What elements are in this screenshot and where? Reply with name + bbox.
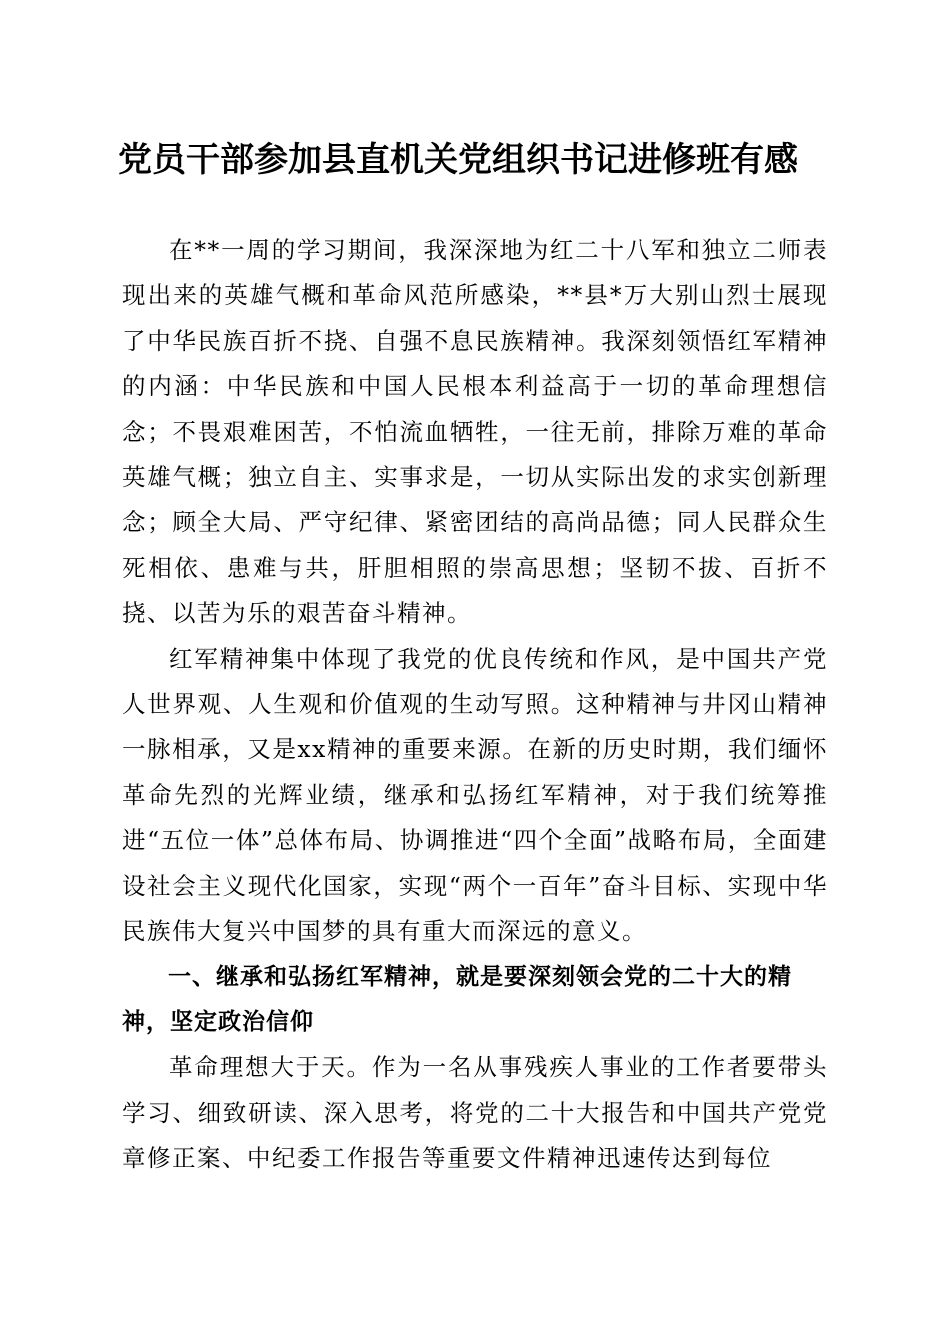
- section-heading-1: 一、继承和弘扬红军精神，就是要深刻领会党的二十大的精神，坚定政治信仰: [122, 963, 792, 1035]
- paragraph-1: 在**一周的学习期间，我深深地为红二十八军和独立二师表现出来的英雄气概和革命风范所感染，**县*万大别山烈士展现了中华民族百折不挠、自强不息民族精神。我深刻领悟红军精神的内涵：中华民族和中国人民根本利益高于一切的革命理想信念；不畏艰难困苦，不怕流血牺牲，一往无前，排除万难的革命英雄气概；独立自主、实事求是，一切从实际出发的求实创新理念；顾全大局、严守纪律、紧密团结的高尚品德；同人民群众生死相依、患难与共，肝胆相照的崇高思想；坚韧不拔、百折不挠、以苦为乐的艰苦奋斗精神。: [122, 236, 828, 628]
- document-title: 党员干部参加县直机关党组织书记进修班有感: [118, 140, 798, 180]
- document-body: [122, 228, 828, 1182]
- paragraph-2: 红军精神集中体现了我党的优良传统和作风，是中国共产党人世界观、人生观和价值观的生动写照。这种精神与井冈山精神一脉相承，又是xx精神的重要来源。在新的历史时期，我们缅怀革命先烈的光辉业绩，继承和弘扬红军精神，对于我们统筹推进“五位一体”总体布局、协调推进“四个全面”战略布局，全面建设社会主义现代化国家，实现“两个一百年”奋斗目标、实现中华民族伟大复兴中国梦的具有重大而深远的意义。: [122, 644, 828, 946]
- paragraph-3: 革命理想大于天。作为一名从事残疾人事业的工作者要带头学习、细致研读、深入思考，将党的二十大报告和中国共产党党章修正案、中纪委工作报告等重要文件精神迅速传达到每位: [122, 1053, 828, 1173]
